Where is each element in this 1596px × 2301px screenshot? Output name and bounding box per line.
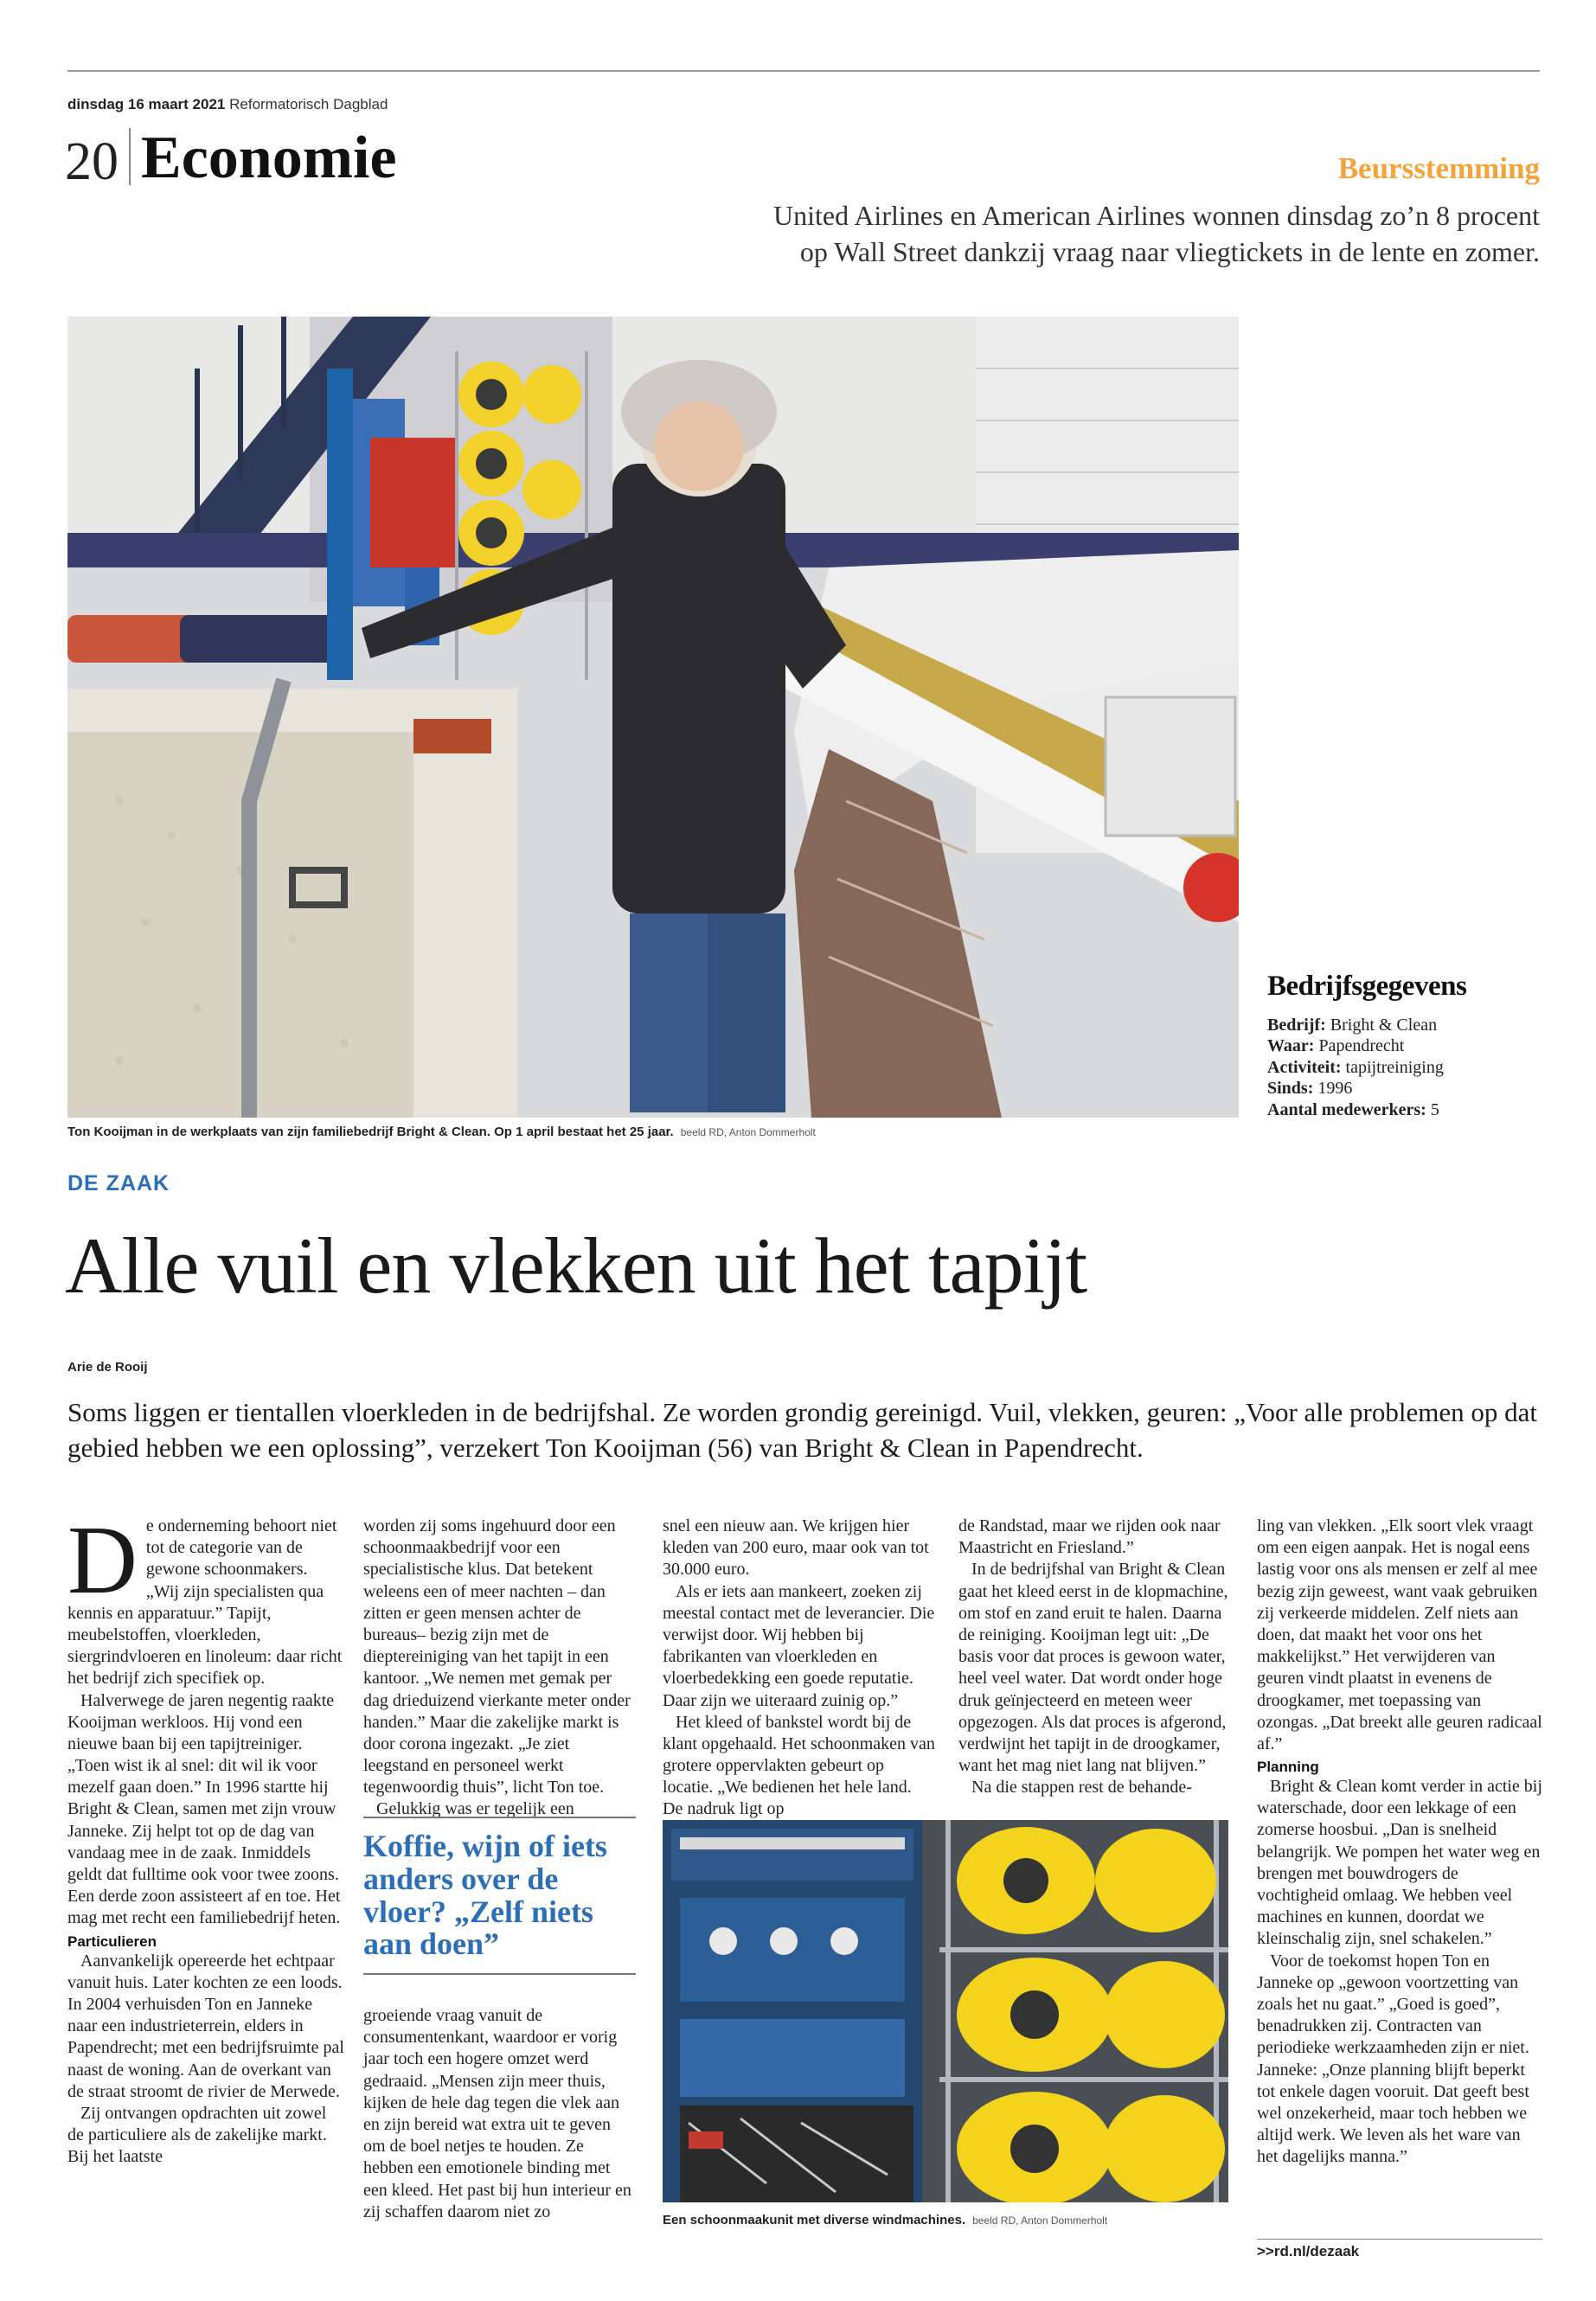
- beursstemming-line-2: op Wall Street dankzij vraag naar vliegtickets in de lente en zomer.: [799, 236, 1540, 268]
- paragraph: Na die stappen rest de behande-: [971, 1778, 1192, 1798]
- paragraph: de Randstad, maar we rijden ook naar Maastricht en Friesland.”: [958, 1516, 1221, 1558]
- workshop-photo-illustration: [67, 317, 1239, 1118]
- page-header: [65, 123, 397, 189]
- article-byline: Arie de Rooij: [67, 1360, 148, 1375]
- article-column-4: [958, 1516, 1231, 1798]
- paragraph: worden zij soms ingehuurd door een schoonmaakbedrijf voor een specialistische klus. Dat betekent weleens een of meer nachten – dan zitten er geen mensen achter de bureaus– bezig zijn met de dieptereiniging van het tapijt in een kantoor. „We nemen met gemak per dag drieduizend vierkante meter onder handen.” Maar die zakelijke markt is door corona ingezakt. „Je ziet leegstand en personeel werkt tegenwoordig thuis”, licht Ton toe.: [363, 1516, 631, 1798]
- beursstemming-text: [675, 197, 1540, 270]
- beursstemming-line-1: United Airlines en American Airlines wonnen dinsdag zo’n 8 procent: [772, 200, 1540, 231]
- pull-quote: Koffie, wijn of iets anders over de vloer? „Zelf niets aan doen”: [363, 1817, 636, 1975]
- cleaning-unit-photo-illustration: [663, 1820, 1228, 2202]
- main-photo: [67, 317, 1239, 1118]
- subheading: Planning: [1257, 1759, 1319, 1776]
- fact-row: [1267, 1057, 1544, 1078]
- paragraph: Als er iets aan mankeert, zoeken zij meestal contact met de leverancier. Die verwijst door. Wij hebben bij fabrikanten van vloerkleden en vloerbedekking een goede reputatie. Daar zijn we uiteraard zuinig op.”: [663, 1581, 935, 1710]
- dateline: [67, 96, 388, 113]
- page-number: 20: [65, 132, 119, 191]
- fact-row: [1267, 1015, 1544, 1035]
- article-headline: Alle vuil en vlekken uit het tapijt: [65, 1221, 1087, 1310]
- paragraph: ling van vlekken. „Elk soort vlek vraagt om een eigen aanpak. Het is nogal eens lastig voor ons als mensen er zelf al mee bezig zijn geweest, want vaak gebruiken zij verkeerde middelen. Zelf niets aan doen, dat maakt het voor ons het makkelijkst.” Het verwijderen van geuren vindt plaatst in evenens de droogkamer, met toepassing van ozongas. „Dat breekt alle geuren radicaal af.”: [1257, 1516, 1542, 1753]
- article-column-1: [67, 1507, 344, 2168]
- paragraph: Gelukkig was er tegelijk een: [376, 1799, 574, 1819]
- paragraph: Aanvankelijk opereerde het echtpaar vanuit huis. Later kochten ze een loods. In 2004 verhuisden Ton en Janneke naar een industrieterrein, elders in Papendrecht; met een bedrijfsruimte pal naast de woning. Aan de overkant van de straat stroomt de rivier de Merwede.: [67, 1951, 344, 2101]
- paragraph: Zij ontvangen opdrachten uit zowel de particuliere als de zakelijke markt. Bij het laatste: [67, 2103, 327, 2167]
- article-kicker: DE ZAAK: [67, 1171, 170, 1195]
- fact-label: Waar:: [1267, 1036, 1315, 1056]
- fact-row: [1267, 1078, 1544, 1099]
- company-facts-box: [1267, 971, 1544, 1120]
- paragraph: snel een nieuw aan. We krijgen hier kleden van 200 euro, maar ook van tot 30.000 euro.: [663, 1516, 929, 1580]
- secondary-photo-credit: beeld RD, Anton Dommerholt: [972, 2214, 1108, 2227]
- main-photo-caption-text: Ton Kooijman in de werkplaats van zijn familiebedrijf Bright & Clean. Op 1 april bestaat het 25 jaar.: [67, 1125, 674, 1139]
- paragraph: Halverwege de jaren negentig raakte Kooijman werkloos. Hij vond een nieuwe baan bij een tapijtreiniger. „Toen wist ik al snel: dit wil ik voor mezelf gaan doen.” In 1996 startte hij Bright & Clean, samen met zijn vrouw Janneke. Zij helpt tot op de dag van vandaag mee in de zaak. Inmiddels geldt dat fulltime ook voor twee zoons. Een derde zoon assisteert af en toe. Het mag met recht een familiebedrijf heten.: [67, 1690, 341, 1928]
- main-photo-credit: beeld RD, Anton Dommerholt: [680, 1126, 816, 1138]
- paragraph: groeiende vraag vanuit de consumentenkant, waardoor er vorig jaar toch een hogere omzet werd gedraaid. „Mensen zijn meer thuis, kijken de hele dag tegen die vlek aan en zijn bereid wat extra uit te geven om de boel netjes te houden. Ze hebben een emotionele binding met een kleed. Het past bij hun interieur en zij schaffen daarom niet zo: [363, 2006, 631, 2221]
- paragraph: Bright & Clean komt verder in actie bij waterschade, door een lekkage of een zomerse hoosbui. „Dan is snelheid belangrijk. We pompen het water weg en brengen met bouwdrogers de vochtigheid omlaag. We hebben veel machines en kunnen, doordat we kleinschalig zijn, snel schakelen.”: [1257, 1777, 1542, 1949]
- paragraph: Het kleed of bankstel wordt bij de klant opgehaald. Het schoonmaken van grotere oppervlakten gebeurt op locatie. „We bedienen het hele land. De nadruk ligt op: [663, 1712, 935, 1819]
- fact-label: Sinds:: [1267, 1079, 1314, 1099]
- paragraph: In de bedrijfshal van Bright & Clean gaat het kleed eerst in de klopmachine, om stof en zand eruit te halen. Daarna de reiniging. Kooijman legt uit: „De basis voor dat proces is gewoon water, heel veel water. Dat wordt onder hoge druk geïnjecteerd en meteen weer opgezogen. Als dat proces is afgerond, verdwijnt het tapijt in de droogkamer, want het mag niet lang nat blijven.”: [958, 1560, 1228, 1776]
- fact-label: Bedrijf:: [1267, 1016, 1326, 1035]
- fact-value: 5: [1430, 1099, 1439, 1119]
- article-lead: Soms liggen er tientallen vloerkleden in de bedrijfshal. Ze worden grondig gereinigd. Vuil, vlekken, geuren: „Voor alle problemen op dat gebied hebben we een oplossing”, verzekert Ton Kooijman (56) van Bright & Clean in Papendrecht.: [67, 1397, 1537, 1464]
- article-column-3: [663, 1516, 935, 1821]
- issue-date: dinsdag 16 maart 2021: [67, 96, 226, 112]
- more-link[interactable]: >>rd.nl/dezaak: [1257, 2243, 1360, 2259]
- paragraph: Voor de toekomst hopen Ton en Janneke op „gewoon voortzetting van zoals het nu gaat.” „Goed is goed”, benadrukken zij. Contracten van periodieke werkzaamheden zijn er niet. Janneke: „Onze planning blijft beperkt tot enkele dagen vooruit. Dat geeft best wel onzekerheid, maar toch hebben we altijd werk. We leven als het ware van het dagelijks manna.”: [1257, 1951, 1529, 2167]
- article-column-2-top: [363, 1516, 636, 1821]
- paragraph: [67, 1507, 344, 1690]
- paragraph-text: e onderneming behoort niet tot de categorie van de gewone schoonmakers. „Wij zijn specialisten qua kennis en apparatuur.” Tapijt, meubelstoffen, vloerkleden, siergrindvloeren en linoleum: daar richt het bedrijf zich specifiek op.: [67, 1516, 343, 1689]
- top-rule: [67, 70, 1540, 72]
- publication-name: Reformatorisch Dagblad: [229, 96, 388, 112]
- fact-row: [1267, 1035, 1544, 1056]
- article-column-2-bottom: [363, 2005, 636, 2223]
- beursstemming-label: Beursstemming: [1337, 151, 1540, 185]
- secondary-photo-caption: [663, 2213, 1107, 2227]
- fact-value: Papendrecht: [1318, 1036, 1405, 1056]
- fact-label: Aantal medewerkers:: [1267, 1099, 1426, 1119]
- main-photo-caption: [67, 1125, 816, 1139]
- fact-row: [1267, 1099, 1544, 1120]
- footer-rule: [1257, 2239, 1542, 2240]
- header-divider: [129, 128, 131, 185]
- fact-value: tapijtreiniging: [1345, 1057, 1444, 1077]
- fact-value: Bright & Clean: [1330, 1016, 1438, 1035]
- article-column-5: [1257, 1516, 1542, 2168]
- fact-value: 1996: [1317, 1079, 1353, 1099]
- subheading: Particulieren: [67, 1932, 157, 1950]
- fact-label: Activiteit:: [1267, 1057, 1342, 1077]
- company-facts-title: Bedrijfsgegevens: [1267, 971, 1467, 1002]
- drop-cap: D: [67, 1507, 138, 1614]
- secondary-photo: [663, 1820, 1228, 2202]
- section-title: Economie: [141, 125, 397, 191]
- secondary-photo-caption-text: Een schoonmaakunit met diverse windmachines.: [663, 2213, 966, 2227]
